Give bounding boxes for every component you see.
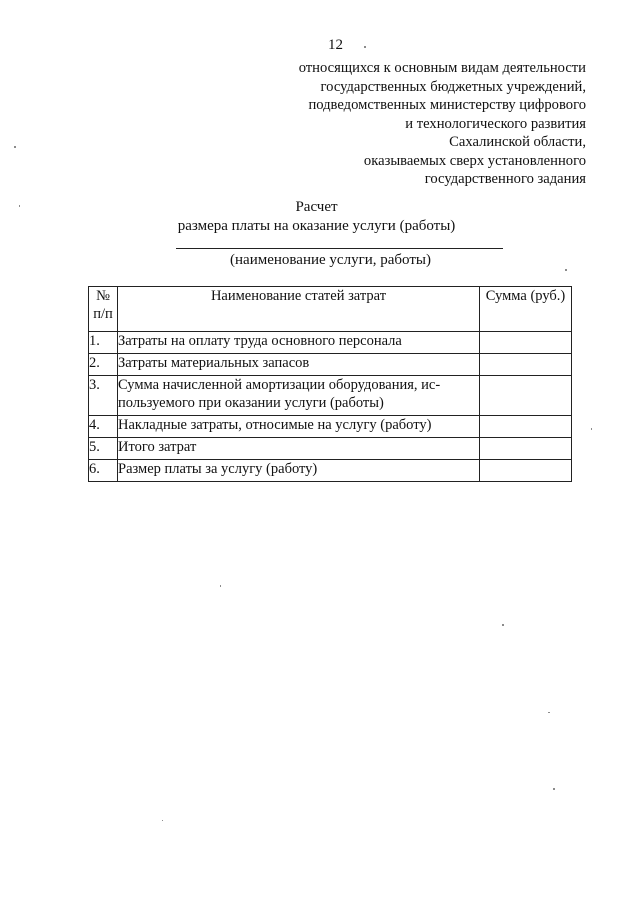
service-name-blank [176, 248, 503, 249]
row-num: 5. [89, 438, 118, 460]
header-num-line1: № [96, 288, 110, 304]
title-line-1: Расчет [295, 199, 338, 215]
header-line: и технологического развития [405, 115, 586, 132]
row-name: Накладные затраты, относимые на услугу (работу) [118, 416, 480, 438]
service-name-caption: (наименование услуги, работы) [230, 252, 431, 268]
scan-speck [502, 624, 504, 626]
header-line: оказываемых сверх установленного [363, 152, 586, 169]
row-num: 6. [89, 460, 118, 482]
row-sum [480, 438, 572, 460]
row-num: 2. [89, 354, 118, 376]
scan-speck [548, 712, 550, 713]
scan-speck [220, 585, 221, 587]
scan-speck [14, 146, 16, 148]
header-line: Сахалинской области, [449, 134, 586, 150]
cost-table [88, 286, 572, 482]
header-num [89, 287, 118, 332]
table-row [89, 332, 572, 354]
row-name: Итого затрат [118, 438, 480, 460]
row-sum [480, 332, 572, 354]
row-name-line1: Сумма начисленной амортизации оборудования, ис- [118, 377, 441, 393]
row-name [118, 376, 480, 416]
header-name: Наименование статей затрат [118, 287, 480, 332]
table-header-row [89, 287, 572, 332]
scan-speck [162, 820, 163, 821]
scan-speck [591, 428, 592, 430]
row-num: 1. [89, 332, 118, 354]
row-name: Затраты материальных запасов [118, 354, 480, 376]
header-num-line2: п/п [93, 306, 113, 322]
row-name-line2: пользуемого при оказании услуги (работы) [118, 395, 384, 411]
scan-speck [19, 205, 20, 207]
table-row [89, 354, 572, 376]
header-line: подведомственных министерству цифрового [308, 97, 586, 113]
page-number: 12 [328, 37, 343, 53]
row-name: Размер платы за услугу (работу) [118, 460, 480, 482]
header-sum: Сумма (руб.) [480, 287, 572, 332]
row-name: Затраты на оплату труда основного персонала [118, 332, 480, 354]
document-title [0, 198, 633, 236]
table-row [89, 376, 572, 416]
header-line: государственных бюджетных учреждений, [320, 78, 586, 95]
scan-speck [553, 788, 555, 790]
row-sum [480, 460, 572, 482]
table-row [89, 438, 572, 460]
row-sum [480, 376, 572, 416]
title-line-2: размера платы на оказание услуги (работы) [177, 218, 456, 234]
scan-speck [364, 46, 366, 48]
table-row [89, 416, 572, 438]
scan-speck [565, 269, 567, 271]
header-block [256, 59, 586, 189]
header-line: относящихся к основным видам деятельности [298, 60, 586, 76]
table-row [89, 460, 572, 482]
row-num: 3. [89, 376, 118, 416]
header-line: государственного задания [424, 171, 586, 187]
row-sum [480, 416, 572, 438]
row-sum [480, 354, 572, 376]
row-num: 4. [89, 416, 118, 438]
